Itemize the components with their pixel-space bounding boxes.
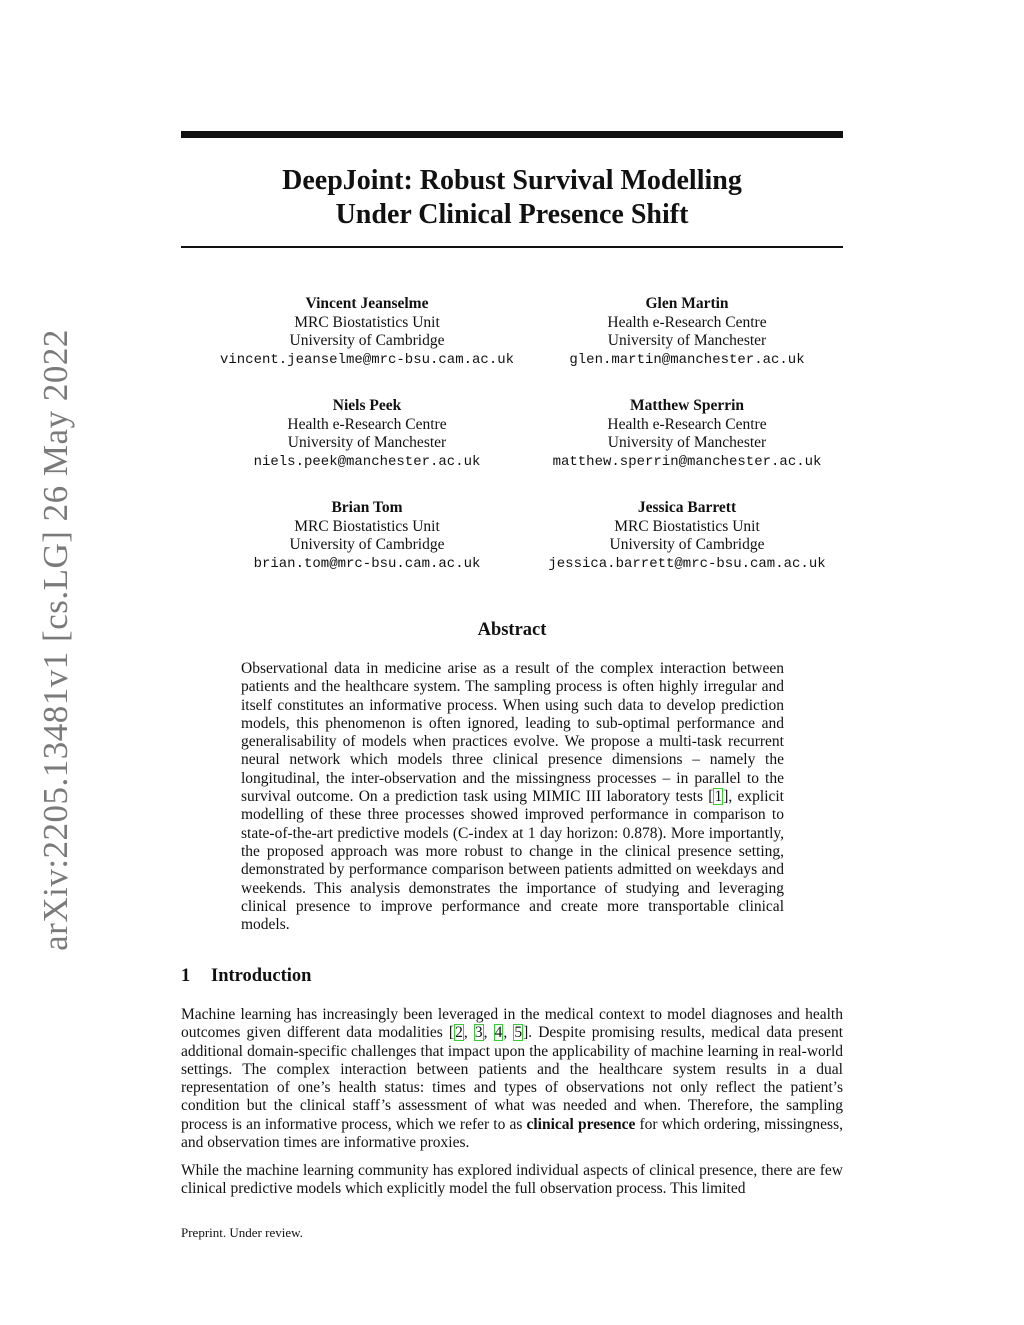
author-unit: MRC Biostatistics Unit xyxy=(294,517,440,535)
intro-paragraph: Machine learning has increasingly been leveraged in the medical context to model diagnoses and health outcomes given different data modalities [2, 3, 4, 5]. Despite promising results, medical data present additional domain-specific challenges that impact upon the applicability of machine learning in real-world settings. The complex interaction between patients and the healthcare system results in a dual representation of one’s health status: times and types of observations not only reflect the patient’s condition but the clinical staff’s assessment of what was needed and when. Therefore, the sampling process is an informative process, which we refer to as clinical presence for which ordering, missingness, and observation times are informative proxies. xyxy=(181,1006,844,1152)
bold-term: clinical presence xyxy=(526,1115,636,1133)
author-institution: University of Cambridge xyxy=(289,536,445,553)
author-unit: Health e-Research Centre xyxy=(287,415,447,433)
title-line-2: Under Clinical Presence Shift xyxy=(335,199,689,230)
title-line-1: DeepJoint: Robust Survival Modelling xyxy=(282,165,742,196)
author-block xyxy=(497,295,877,369)
author-name: Jessica Barrett xyxy=(637,499,737,516)
arxiv-identifier[interactable]: arXiv:2205.13481v1 [cs.LG] 26 May 2022 xyxy=(36,329,75,951)
intro-paragraph: While the machine learning community has explored individual aspects of clinical presence, there are few clinical predictive models which explicitly model the full observation process. This limited xyxy=(181,1162,843,1198)
author-institution: University of Manchester xyxy=(287,434,447,451)
paragraph-text: Machine learning has increasingly been leveraged in the medical context to model diagnoses and health outcomes given different data modalities [ xyxy=(181,1006,843,1042)
citation-link[interactable]: 5 xyxy=(514,1024,523,1042)
author-name: Glen Martin xyxy=(645,295,729,312)
citation-link[interactable]: 1 xyxy=(714,788,723,806)
paragraph-text: for which ordering, missingness, and observation times are informative proxies. xyxy=(181,1115,843,1152)
author-name: Matthew Sperrin xyxy=(629,397,745,414)
citation-link[interactable]: 2 xyxy=(455,1024,463,1042)
author-block xyxy=(497,499,877,573)
section-number: 1 xyxy=(181,966,191,986)
author-unit: Health e-Research Centre xyxy=(607,415,767,433)
citation-link[interactable]: 3 xyxy=(474,1024,483,1042)
section-title: Introduction xyxy=(211,966,312,986)
abstract-text-part: ], explicit modelling of these three processes showed improved performance in comparison to state-of-the-art predictive models (C-index at 1 day horizon: 0.878). More importantly, the proposed approach was more robust to change in the clinical presence setting, demonstrated by performance comparison between patients admitted on weekdays and weekends. This analysis demonstrates the importance of studying and leveraging clinical presence to improve performance and create more transportable clinical models. xyxy=(241,788,784,934)
author-email[interactable]: jessica.barrett@mrc-bsu.cam.ac.uk xyxy=(548,555,826,572)
author-name: Niels Peek xyxy=(332,397,402,414)
author-institution: University of Cambridge xyxy=(289,332,445,349)
author-name: Vincent Jeanselme xyxy=(305,295,429,312)
author-institution: University of Manchester xyxy=(607,434,767,451)
author-email[interactable]: niels.peek@manchester.ac.uk xyxy=(253,453,481,470)
author-email[interactable]: brian.tom@mrc-bsu.cam.ac.uk xyxy=(253,555,481,572)
title-bottom-rule xyxy=(181,246,843,248)
author-institution: University of Manchester xyxy=(607,332,767,349)
footer-note: Preprint. Under review. xyxy=(181,1225,303,1240)
author-email[interactable]: matthew.sperrin@manchester.ac.uk xyxy=(552,453,822,470)
section-heading xyxy=(181,966,311,987)
abstract-text xyxy=(241,660,784,934)
author-unit: Health e-Research Centre xyxy=(607,313,767,331)
author-email[interactable]: glen.martin@manchester.ac.uk xyxy=(569,351,805,368)
author-block xyxy=(497,397,877,471)
author-unit: MRC Biostatistics Unit xyxy=(614,517,760,535)
author-institution: University of Cambridge xyxy=(609,536,765,553)
author-email[interactable]: vincent.jeanselme@mrc-bsu.cam.ac.uk xyxy=(219,351,515,368)
abstract-text-part: Observational data in medicine arise as a result of the complex interaction between patients and the healthcare system. The sampling process is often highly irregular and itself constitutes an informative process. When using such data to develop prediction models, this phenomenon is often ignored, leading to sub-optimal performance and generalisability of models when practices evolve. We propose a multi-task recurrent neural network which models three clinical presence dimensions – namely the longitudinal, the inter-observation and the missingness processes – in parallel to the survival outcome. On a prediction task using MIMIC III laboratory tests [ xyxy=(241,660,784,806)
paragraph-text: ]. Despite promising results, medical data present additional domain-specific challenges that impact upon the applicability of machine learning in real-world settings. The complex interaction between patients and the healthcare system results in a dual representation of one’s health status: times and types of observations not only reflect the patient’s condition but the clinical staff’s assessment of what was needed and when. Therefore, the sampling process is an informative process, which we refer to as xyxy=(181,1024,844,1133)
title-top-rule xyxy=(181,131,843,138)
paper-title xyxy=(181,164,843,232)
author-name: Brian Tom xyxy=(331,499,403,516)
author-unit: MRC Biostatistics Unit xyxy=(294,313,440,331)
citation-link[interactable]: 4 xyxy=(494,1024,503,1042)
abstract-heading: Abstract xyxy=(477,620,547,640)
